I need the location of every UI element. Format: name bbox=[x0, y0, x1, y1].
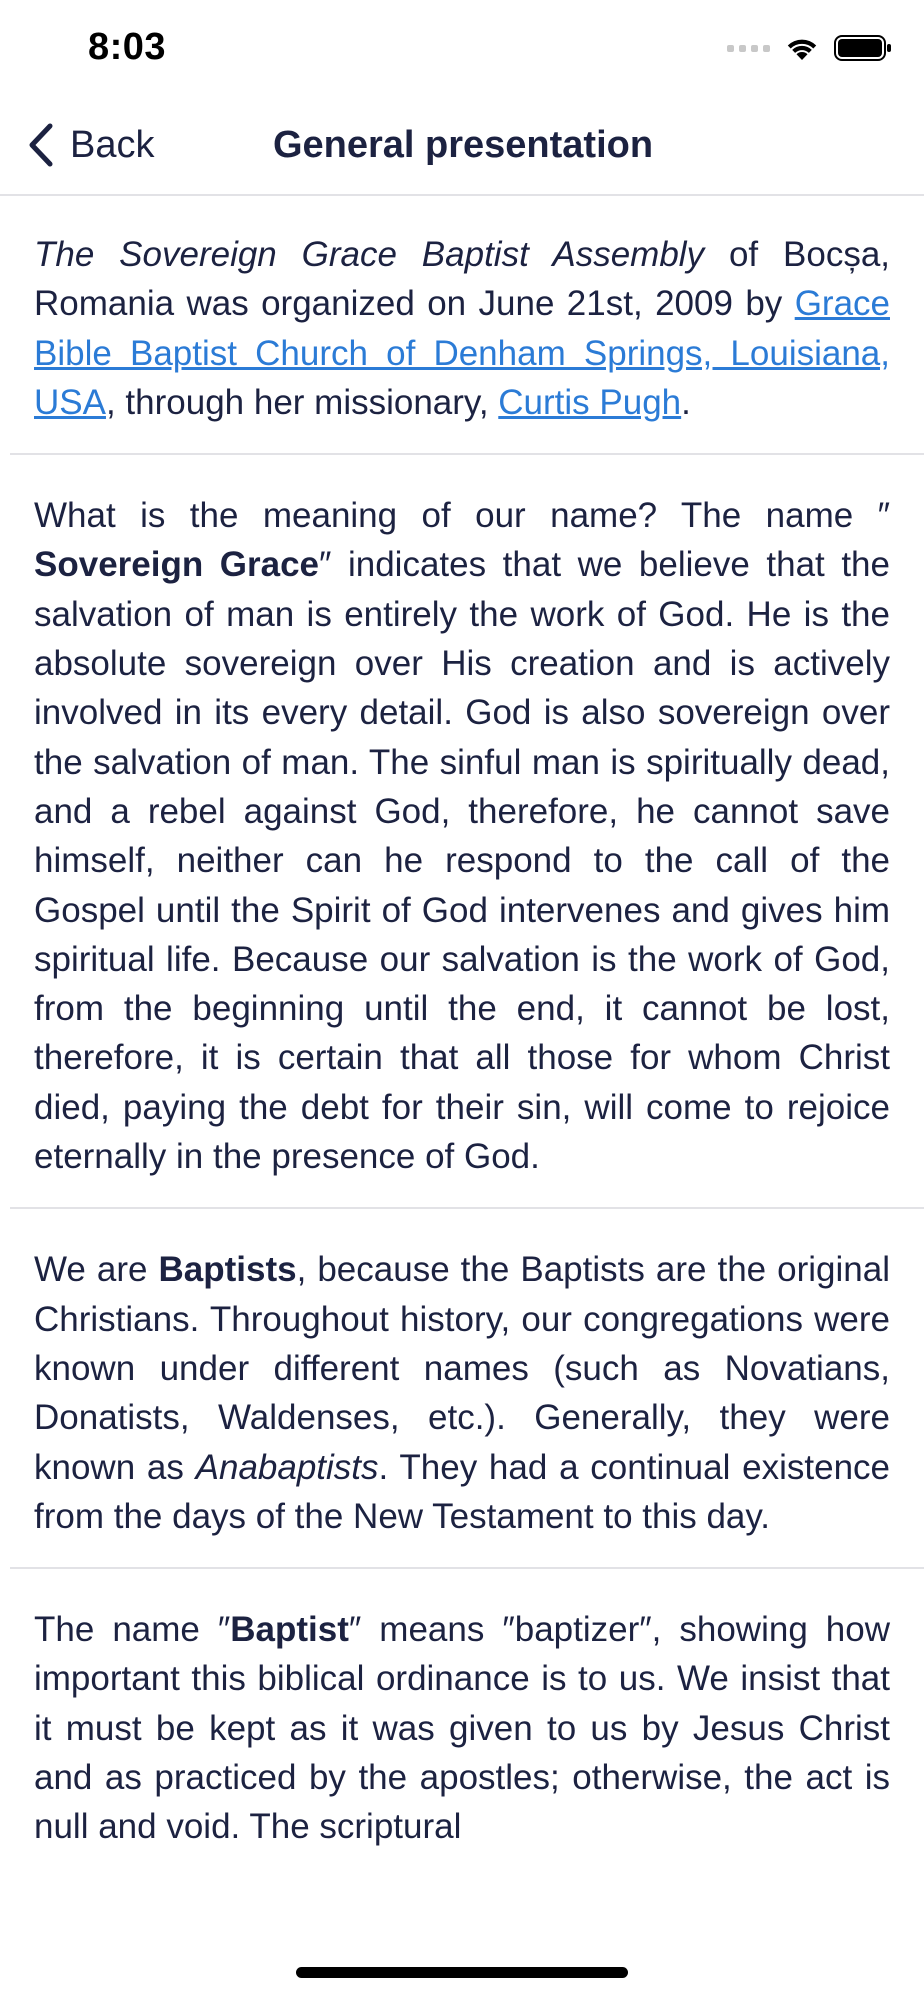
page-title: General presentation bbox=[272, 124, 654, 166]
bold-text: Baptists bbox=[158, 1250, 297, 1290]
wifi-icon bbox=[784, 34, 820, 62]
paragraph-text: What is the meaning of our name? The name ″ bbox=[34, 496, 890, 536]
paragraph-text: , because the Baptists are the original Christians. Throughout history, our congregations were known under different names (such as Novatians, Donatists, Waldenses, etc.). Generally, they were known as bbox=[34, 1250, 890, 1487]
paragraph-text: , through her missionary, bbox=[105, 382, 499, 422]
navigation-bar bbox=[0, 100, 924, 196]
cellular-signal-icon bbox=[727, 45, 770, 52]
paragraph-text: ″ means ″baptizer″, showing how important this biblical ordinance is to us. We insist that it must be kept as it was given to us by Jesus Christ and as practiced by the apostles; otherwise, the act is null and void. The scriptural bbox=[34, 1610, 890, 1847]
home-indicator[interactable] bbox=[296, 1967, 628, 1978]
bold-text: Sovereign Grace bbox=[34, 545, 320, 585]
content-list bbox=[0, 196, 924, 1878]
text-link[interactable]: Curtis Pugh bbox=[498, 382, 682, 422]
paragraph-section bbox=[10, 455, 924, 1209]
bold-text: Baptist bbox=[230, 1610, 349, 1650]
paragraph-section bbox=[10, 1569, 924, 1877]
italic-text: Anabaptists bbox=[195, 1447, 379, 1487]
italic-text: The Sovereign Grace Baptist Assembly bbox=[34, 235, 705, 274]
paragraph-text: The name ″ bbox=[34, 1610, 231, 1650]
paragraph-text: ″ indicates that we believe that the salvation of man is entirely the work of God. He is the absolute sovereign over His creation and is actively involved in its every detail. God is also sovereign over the salvation of man. The sinful man is spiritually dead, and a rebel against God, therefore, he cannot save himself, neither can he respond to the call of the Gospel until the Spirit of God intervenes and gives him spiritual life. Because our salvation is the work of God, from the beginning until the end, it cannot be lost, therefore, it is certain that all those for whom Christ died, paying the debt for their sin, will come to rejoice eternally in the presence of God. bbox=[34, 545, 890, 1177]
status-icons bbox=[727, 34, 892, 62]
paragraph-section bbox=[10, 196, 924, 455]
back-label: Back bbox=[70, 123, 155, 166]
paragraph-text: . bbox=[681, 382, 691, 422]
paragraph-text: We are bbox=[34, 1250, 159, 1290]
paragraph-text: of Bocșa, Romania was organized on June 21st, 2009 by bbox=[34, 235, 891, 324]
text-link[interactable]: Grace Bible Baptist Church of Denham Springs, Louisiana, USA bbox=[34, 284, 890, 422]
status-time: 8:03 bbox=[88, 26, 167, 68]
status-bar bbox=[0, 0, 924, 100]
battery-icon bbox=[834, 34, 892, 62]
paragraph-text: . They had a continual existence from the days of the New Testament to this day. bbox=[34, 1447, 890, 1536]
paragraph-section bbox=[10, 1209, 924, 1569]
